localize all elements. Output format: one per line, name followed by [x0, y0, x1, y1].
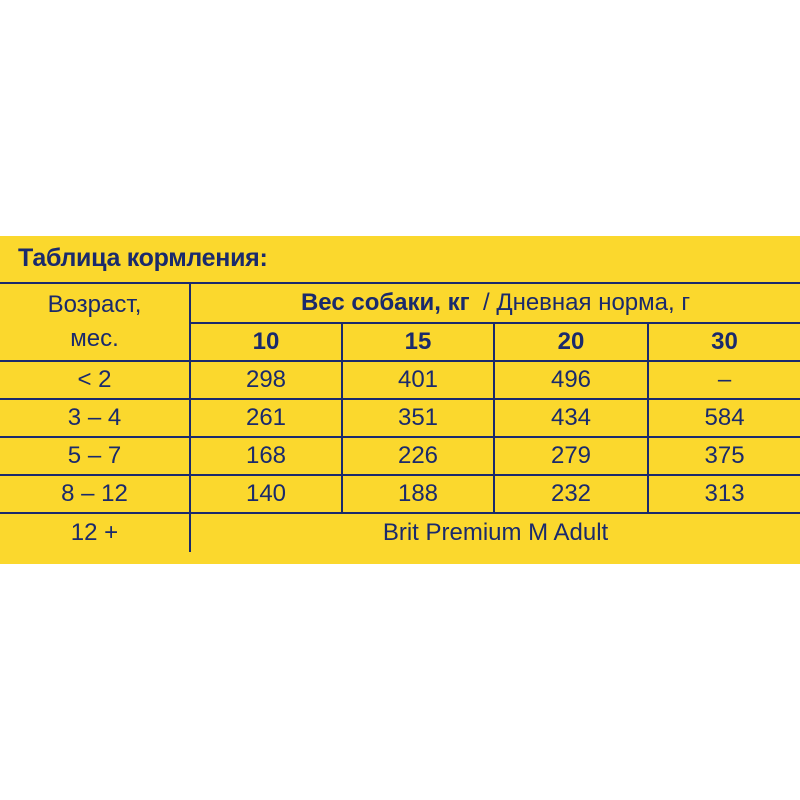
age-column-header	[0, 283, 190, 361]
table-row	[0, 361, 800, 399]
age-cell: 5 – 7	[0, 437, 190, 475]
age-cell: 3 – 4	[0, 399, 190, 437]
weight-column-group-header	[190, 283, 800, 323]
value-cell: 168	[190, 437, 342, 475]
value-cell: –	[648, 361, 800, 399]
weight-label: Вес собаки, кг	[300, 289, 470, 316]
value-cell: 188	[342, 475, 494, 513]
table-row	[0, 513, 800, 552]
age-header-line1: Возраст,	[47, 291, 142, 318]
value-cell: 401	[342, 361, 494, 399]
norm-label: / Дневная норма, г	[482, 289, 691, 316]
table-title: Таблица кормления:	[18, 244, 268, 272]
age-header-line2: мес.	[70, 325, 119, 352]
weight-header-20: 20	[494, 323, 648, 361]
value-cell: 232	[494, 475, 648, 513]
value-cell: 351	[342, 399, 494, 437]
weight-header-15: 15	[342, 323, 494, 361]
value-cell: 375	[648, 437, 800, 475]
weight-header-10: 10	[190, 323, 342, 361]
age-cell: 8 – 12	[0, 475, 190, 513]
value-cell: 434	[494, 399, 648, 437]
age-cell: < 2	[0, 361, 190, 399]
value-cell: 496	[494, 361, 648, 399]
table-row	[0, 437, 800, 475]
product-name-cell: Brit Premium M Adult	[190, 513, 800, 552]
age-cell: 12 +	[0, 513, 190, 552]
value-cell: 313	[648, 475, 800, 513]
value-cell: 279	[494, 437, 648, 475]
value-cell: 584	[648, 399, 800, 437]
value-cell: 226	[342, 437, 494, 475]
value-cell: 298	[190, 361, 342, 399]
weight-header-30: 30	[648, 323, 800, 361]
value-cell: 261	[190, 399, 342, 437]
table-row	[0, 475, 800, 513]
feeding-table	[0, 282, 800, 552]
value-cell: 140	[190, 475, 342, 513]
table-row	[0, 399, 800, 437]
